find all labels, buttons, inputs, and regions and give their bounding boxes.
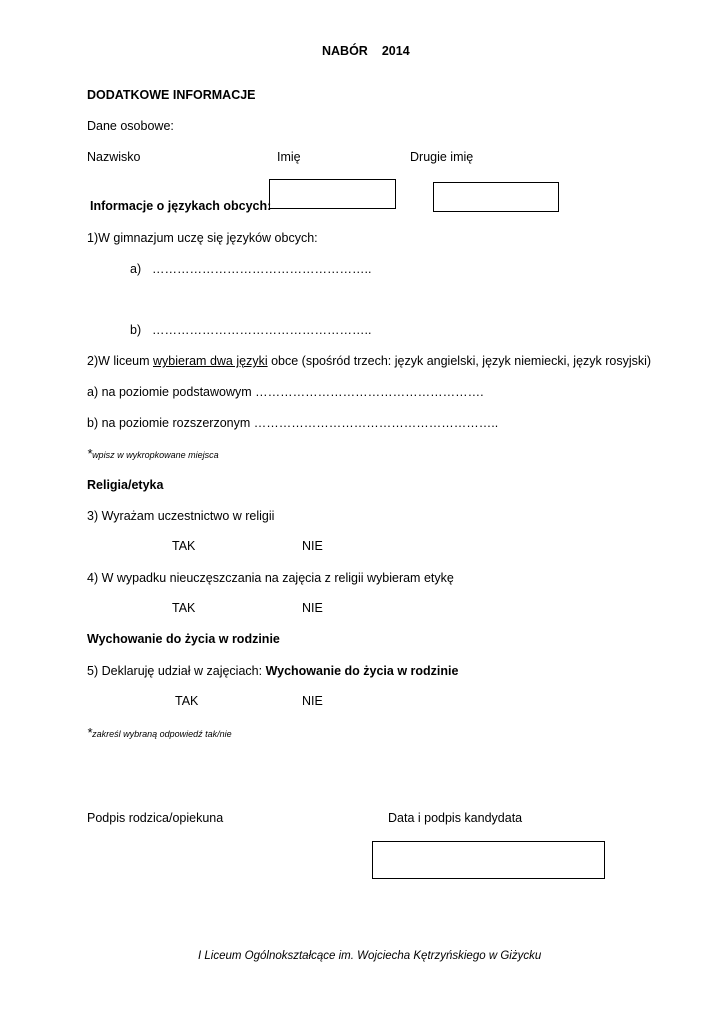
input-box-1[interactable]: [269, 179, 396, 209]
family-note: [87, 726, 232, 740]
question-4: 4) W wypadku nieuczęszczania na zajęcia z religii wybieram etykę: [87, 571, 454, 585]
middle-name-label: Drugie imię: [410, 150, 474, 164]
question-1: 1)W gimnazjum uczę się języków obcych:: [87, 231, 318, 245]
q5-prefix: 5) Deklaruję udział w zajęciach:: [87, 664, 266, 678]
q3-yes-option[interactable]: TAK: [172, 539, 196, 553]
religion-heading: Religia/etyka: [87, 478, 164, 492]
surname-label: Nazwisko: [87, 150, 141, 164]
q2-b-extended-level[interactable]: b) na poziomie rozszerzonym …………………………………………………..: [87, 416, 499, 430]
q4-yes-option[interactable]: TAK: [172, 601, 196, 615]
note-text: zakreśl wybraną odpowiedź tak/nie: [92, 729, 232, 739]
languages-heading: Informacje o językach obcych:: [90, 199, 272, 213]
q3-no-option[interactable]: NIE: [302, 539, 323, 553]
candidate-signature-label: Data i podpis kandydata: [388, 811, 523, 825]
form-title: [322, 45, 410, 58]
input-box-2[interactable]: [433, 182, 559, 212]
personal-data-label: Dane osobowe:: [87, 119, 174, 133]
q5-yes-option[interactable]: TAK: [175, 694, 199, 708]
q2-underlined: wybieram dwa języki: [152, 354, 268, 368]
q5-no-option[interactable]: NIE: [302, 694, 323, 708]
note-star: *: [87, 725, 93, 740]
parent-signature-label: Podpis rodzica/opiekuna: [87, 811, 224, 825]
section-title: DODATKOWE INFORMACJE: [87, 88, 256, 102]
q1-b-marker: b): [130, 323, 142, 337]
question-3: 3) Wyrażam uczestnictwo w religii: [87, 509, 275, 523]
q2-a-basic-level[interactable]: a) na poziomie podstawowym ……………………………………………….: [87, 385, 484, 399]
q4-no-option[interactable]: NIE: [302, 601, 323, 615]
q5-bold: Wychowanie do życia w rodzinie: [265, 664, 459, 678]
first-name-label: Imię: [277, 150, 301, 164]
q1-a-blank[interactable]: ……………………………………………..: [152, 262, 372, 276]
footer-school-name: I Liceum Ogólnokształcące im. Wojciecha Kętrzyńskiego w Giżycku: [198, 950, 542, 962]
family-heading: Wychowanie do życia w rodzinie: [87, 632, 280, 646]
note-text: wpisz w wykropkowane miejsca: [92, 450, 219, 460]
q1-a-marker: a): [130, 262, 142, 276]
q1-b-blank[interactable]: ……………………………………………..: [152, 323, 372, 337]
signature-box[interactable]: [372, 841, 605, 879]
q2-suffix: obce (spośród trzech: język angielski, język niemiecki, język rosyjski): [267, 354, 652, 368]
note-star: *: [87, 446, 93, 461]
question-5: [87, 665, 458, 678]
languages-note: [87, 447, 219, 461]
title-year: 2014: [381, 44, 410, 58]
question-2: [87, 355, 651, 368]
q2-prefix: 2)W liceum: [87, 354, 153, 368]
title-text: NABÓR: [322, 44, 368, 58]
